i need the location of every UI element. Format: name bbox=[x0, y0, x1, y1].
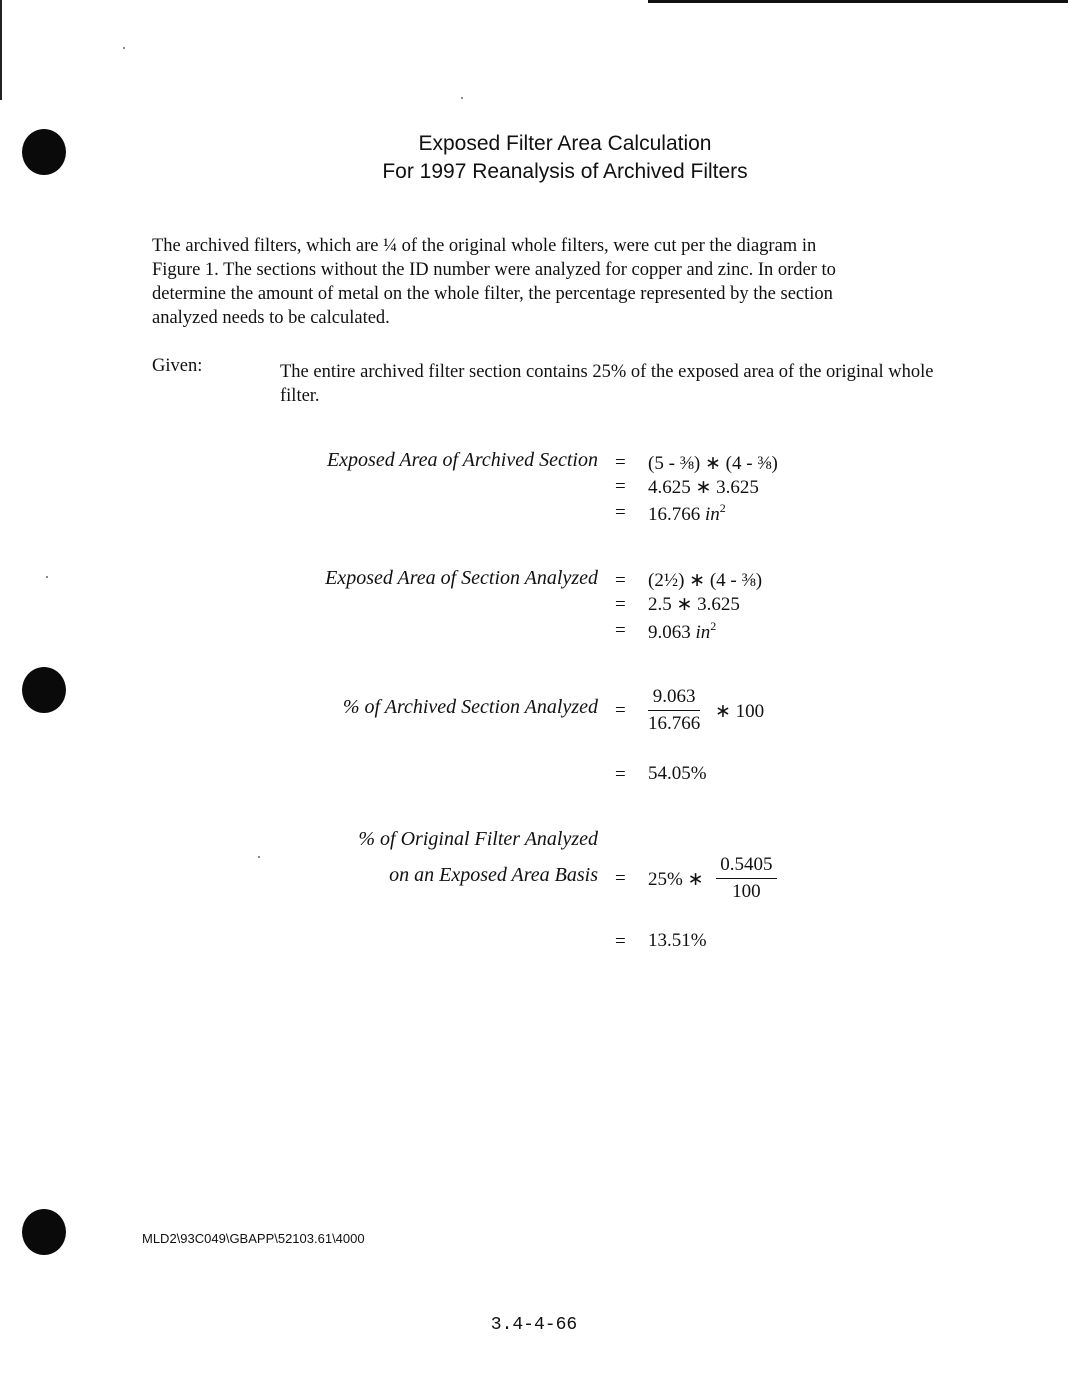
top-edge-rule bbox=[648, 0, 1068, 3]
fraction-numerator: 9.063 bbox=[648, 686, 700, 711]
result-value: 16.766 bbox=[648, 504, 701, 525]
equals-sign: = bbox=[615, 476, 626, 497]
calc-analyzed-area-result bbox=[648, 619, 716, 644]
calc-percent-original-result: 13.51% bbox=[648, 930, 707, 951]
calc-analyzed-area-expression: (2½) ∗ (4 - ⅜) bbox=[648, 570, 763, 591]
equals-sign: = bbox=[615, 570, 626, 591]
intro-line: analyzed needs to be calculated. bbox=[152, 308, 390, 328]
result-value: 9.063 bbox=[648, 622, 691, 643]
scan-speck bbox=[46, 576, 48, 578]
equals-sign: = bbox=[615, 931, 626, 952]
calc-archived-area-label: Exposed Area of Archived Section bbox=[326, 449, 598, 471]
scan-speck bbox=[461, 97, 463, 99]
calc-percent-archived-result: 54.05% bbox=[648, 763, 707, 784]
fraction-denominator: 100 bbox=[732, 881, 761, 902]
equals-sign: = bbox=[615, 764, 626, 785]
left-edge-rule bbox=[0, 0, 2, 100]
punch-hole-bottom bbox=[22, 1209, 66, 1255]
calc-percent-archived-expression bbox=[648, 686, 764, 735]
document-title: Exposed Filter Area Calculation bbox=[418, 132, 712, 155]
prefix: 25% ∗ bbox=[648, 869, 704, 890]
unit: in bbox=[695, 622, 711, 643]
page-number: 3.4-4-66 bbox=[490, 1315, 578, 1335]
calc-analyzed-area-label: Exposed Area of Section Analyzed bbox=[325, 567, 598, 589]
scan-speck bbox=[123, 47, 125, 49]
intro-line: determine the amount of metal on the whole filter, the percentage represented by the section bbox=[152, 284, 833, 304]
calc-analyzed-area-product: 2.5 ∗ 3.625 bbox=[648, 594, 740, 615]
scan-speck bbox=[258, 856, 260, 858]
fraction bbox=[648, 686, 700, 735]
footer-file-path: MLD2\93C049\GBAPP\52103.61\4000 bbox=[142, 1231, 365, 1246]
equals-sign: = bbox=[615, 620, 626, 641]
unit: in bbox=[705, 504, 720, 525]
equals-sign: = bbox=[615, 700, 626, 721]
unit-exponent: 2 bbox=[719, 501, 726, 515]
intro-paragraph bbox=[152, 234, 952, 330]
calc-archived-area-result bbox=[648, 501, 726, 526]
document-subtitle: For 1997 Reanalysis of Archived Filters bbox=[382, 160, 748, 183]
multiplier: ∗ 100 bbox=[715, 701, 765, 722]
fraction-numerator: 0.5405 bbox=[716, 854, 776, 879]
intro-line: The archived filters, which are ¼ of the original whole filters, were cut per the diagram in bbox=[152, 236, 817, 256]
punch-hole-middle bbox=[22, 667, 66, 713]
fraction-denominator: 16.766 bbox=[648, 713, 701, 734]
unit-exponent: 2 bbox=[710, 619, 717, 633]
given-label: Given: bbox=[152, 356, 203, 376]
given-text: The entire archived filter section contains 25% of the exposed area of the original whole filter. bbox=[280, 362, 934, 406]
calc-archived-area-expression: (5 - ⅜) ∗ (4 - ⅜) bbox=[648, 453, 778, 474]
calc-archived-area-product: 4.625 ∗ 3.625 bbox=[648, 477, 759, 498]
equals-sign: = bbox=[615, 452, 626, 473]
calc-percent-original-label: % of Original Filter Analyzed bbox=[358, 828, 598, 850]
equals-sign: = bbox=[615, 868, 626, 889]
equals-sign: = bbox=[615, 502, 626, 523]
calc-percent-archived-label: % of Archived Section Analyzed bbox=[342, 696, 598, 718]
fraction bbox=[716, 854, 776, 903]
calc-percent-original-label-2: on an Exposed Area Basis bbox=[389, 864, 598, 886]
intro-line: Figure 1. The sections without the ID number were analyzed for copper and zinc. In order to bbox=[152, 260, 836, 280]
equals-sign: = bbox=[615, 594, 626, 615]
calc-percent-original-expression bbox=[648, 854, 777, 903]
